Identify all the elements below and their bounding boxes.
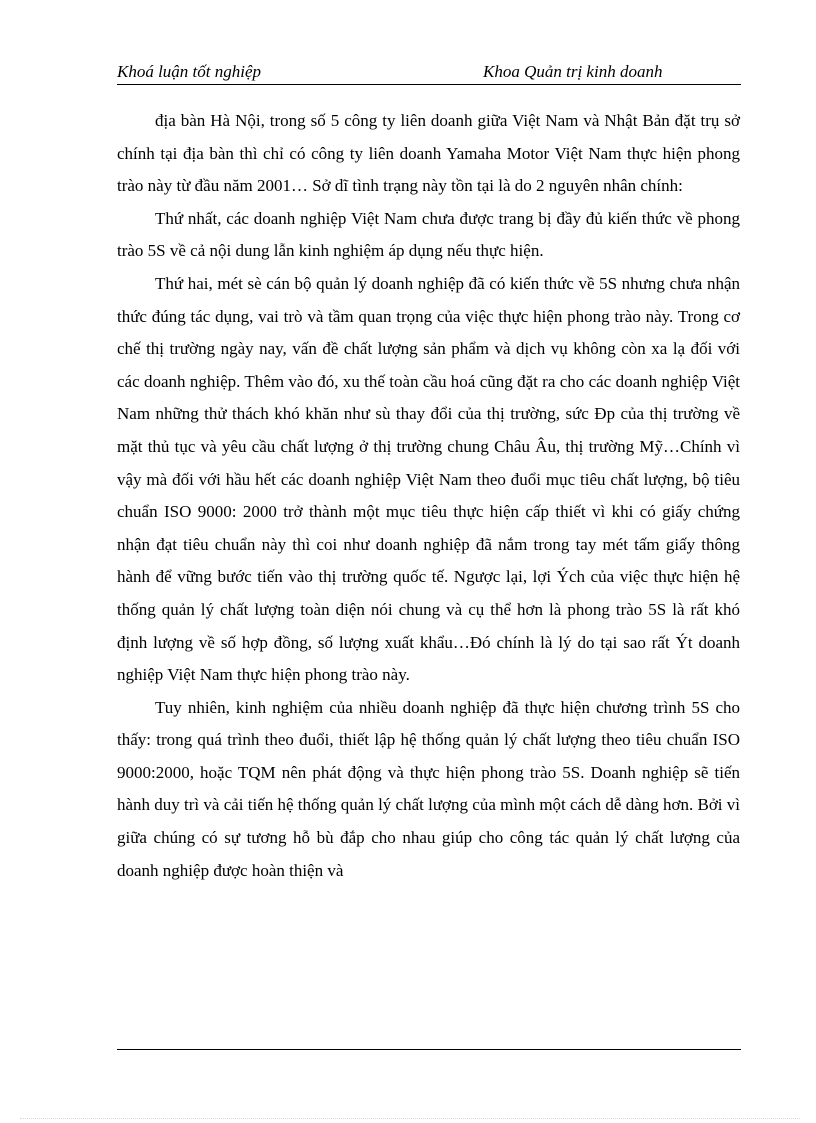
footer-divider (117, 1049, 741, 1050)
body-text (117, 105, 740, 887)
page-header (117, 60, 741, 85)
header-thesis-label: Khoá luận tốt nghiệp (117, 62, 262, 81)
paragraph-3: Thứ hai, mét sè cán bộ quản lý doanh nghiệp đã có kiến thức về 5S nhưng chưa nhận thức đúng tác dụng, vai trò và tầm quan trọng của việc thực hiện phong trào này. Trong cơ chế thị trường ngày nay, vấn đề chất lượng sản phẩm và dịch vụ không còn xa lạ đối với các doanh nghiệp. Thêm vào đó, xu thế toàn cầu hoá cũng đặt ra cho các doanh nghiệp Việt Nam những thử thách khó khăn như sù thay đổi của thị trường, sức Ðp của thị trường về mặt thủ tục và yêu cầu chất lượng ở thị trường chung Châu Âu, thị trường Mỹ…Chính vì vậy mà đối với hầu hết các doanh nghiệp Việt Nam theo đuổi mục tiêu chất lượng, bộ tiêu chuẩn ISO 9000: 2000 trở thành một mục tiêu thực hiện cấp thiết vì khi có giấy chứng nhận đạt tiêu chuẩn này thì coi như doanh nghiệp đã nắm trong tay mét tấm giấy thông hành để vững bước tiến vào thị trường quốc tế. Ngược lại, lợi Ých của việc thực hiện hệ thống quản lý chất lượng toàn diện nói chung và cụ thể hơn là phong trào 5S là rất khó định lượng về số hợp đồng, số lượng xuất khẩu…Đó chính là lý do tại sao rất Ýt doanh nghiệp Việt Nam thực hiện phong trào này. (117, 273, 740, 685)
paragraph-4: Tuy nhiên, kinh nghiệm của nhiều doanh nghiệp đã thực hiện chương trình 5S cho thấy: trong quá trình theo đuổi, thiết lập hệ thống quản lý chất lượng theo tiêu chuẩn ISO 9000:2000, hoặc TQM nên phát động và thực hiện phong trào 5S. Doanh nghiệp sẽ tiến hành duy trì và cải tiến hệ thống quản lý chất lượng của mình một cách dễ dàng hơn. Bởi vì giữa chúng có sự tương hỗ bù đắp cho nhau giúp cho công tác quản lý chất lượng của doanh nghiệp được hoàn thiện và (117, 697, 741, 880)
page-bottom-border (20, 1118, 800, 1119)
paragraph-1: địa bàn Hà Nội, trong số 5 công ty liên doanh giữa Việt Nam và Nhật Bản đặt trụ sở chính tại địa bàn thì chỉ có công ty liên doanh Yamaha Motor Việt Nam thực hiện phong trào này từ đầu năm 2001… Sở dĩ tình trạng này tồn tại là do 2 nguyên nhân chính: (117, 111, 740, 196)
paragraph-2: Thứ nhất, các doanh nghiệp Việt Nam chưa được trang bị đầy đủ kiến thức về phong trào 5S về cả nội dung lẫn kinh nghiệm áp dụng nếu thực hiện. (117, 208, 740, 261)
header-faculty-label: Khoa Quản trị kinh doanh (483, 62, 663, 81)
